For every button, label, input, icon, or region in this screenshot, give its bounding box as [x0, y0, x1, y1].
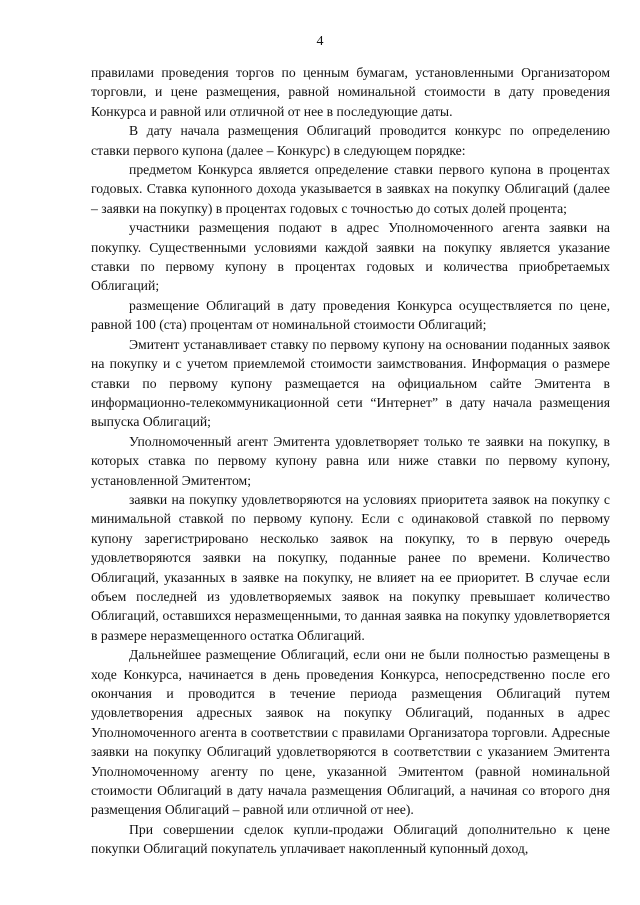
- paragraph: предметом Конкурса является определение ставки первого купона в процентах годовых. Ставка купонного дохода указывается в заявках на покупку Облигаций (далее – заявки на покупку) в процентах годовых с точностью до сотых долей процента;: [91, 162, 610, 216]
- paragraph-continuation: правилами проведения торгов по ценным бумагам, установленными Организатором торговли, и цене размещения, равной номинальной стоимости в дату проведения Конкурса и равной или отличной от нее в последующие даты.: [91, 65, 610, 119]
- paragraph: размещение Облигаций в дату проведения Конкурса осуществляется по цене, равной 100 (ста) процентам от номинальной стоимости Облигаций;: [91, 297, 610, 333]
- paragraph: Эмитент устанавливает ставку по первому купону на основании поданных заявок на покупку и с учетом приемлемой стоимости заимствования. Информация о размере ставки по первому купону размещается на официальном сайте Эмитента в информационно-телекоммуникационной сети “Интернет” в дату начала размещения выпуска Облигаций;: [91, 336, 610, 430]
- paragraph: участники размещения подают в адрес Уполномоченного агента заявки на покупку. Существенными условиями каждой заявки на покупку является указание ставки по первому купону в процентах годовых и количества приобретаемых Облигаций;: [91, 220, 610, 294]
- paragraph: заявки на покупку удовлетворяются на условиях приоритета заявок на покупку с минимальной ставкой по первому купону. Если с одинаковой ставкой по первому купону зарегистрировано несколько заявок на покупку, то в первую очередь удовлетворяются заявки на покупку, поданные ранее по времени. Количество Облигаций, указанных в заявке на покупку, не влияет на ее приоритет. В случае если объем последней из удовлетворяемых заявок на покупку превышает количество Облигаций, оставшихся неразмещенными, то данная заявка на покупку удовлетворяется в размере неразмещенного остатка Облигаций.: [91, 491, 610, 643]
- paragraph: В дату начала размещения Облигаций проводится конкурс по определению ставки первого купона (далее – Конкурс) в следующем порядке:: [91, 123, 610, 158]
- paragraph: Уполномоченный агент Эмитента удовлетворяет только те заявки на покупку, в которых ставка по первому купону равна или ниже ставки по первому купону, установленной Эмитентом;: [91, 433, 610, 488]
- page-number: 4: [316, 34, 324, 49]
- paragraph: Дальнейшее размещение Облигаций, если они не были полностью размещены в ходе Конкурса, начинается в день проведения Конкурса, непосредственно после его окончания и проводится в течение периода размещения Облигаций путем удовлетворения адресных заявок на покупку Облигаций, поданных в адрес Уполномоченного агента в соответствии с правилами Организатора торговли. Адресные заявки на покупку Облигаций удовлетворяются в соответствии с указанием Эмитента Уполномоченному агенту по цене, указанной Эмитентом (равной номинальной стоимости Облигаций в дату начала размещения Облигаций, а начиная со второго дня размещения Облигаций – равной или отличной от нее).: [91, 647, 610, 818]
- document-body: [91, 63, 610, 859]
- paragraph: При совершении сделок купли-продажи Облигаций дополнительно к цене покупки Облигаций покупатель уплачивает накопленный купонный доход,: [91, 821, 610, 857]
